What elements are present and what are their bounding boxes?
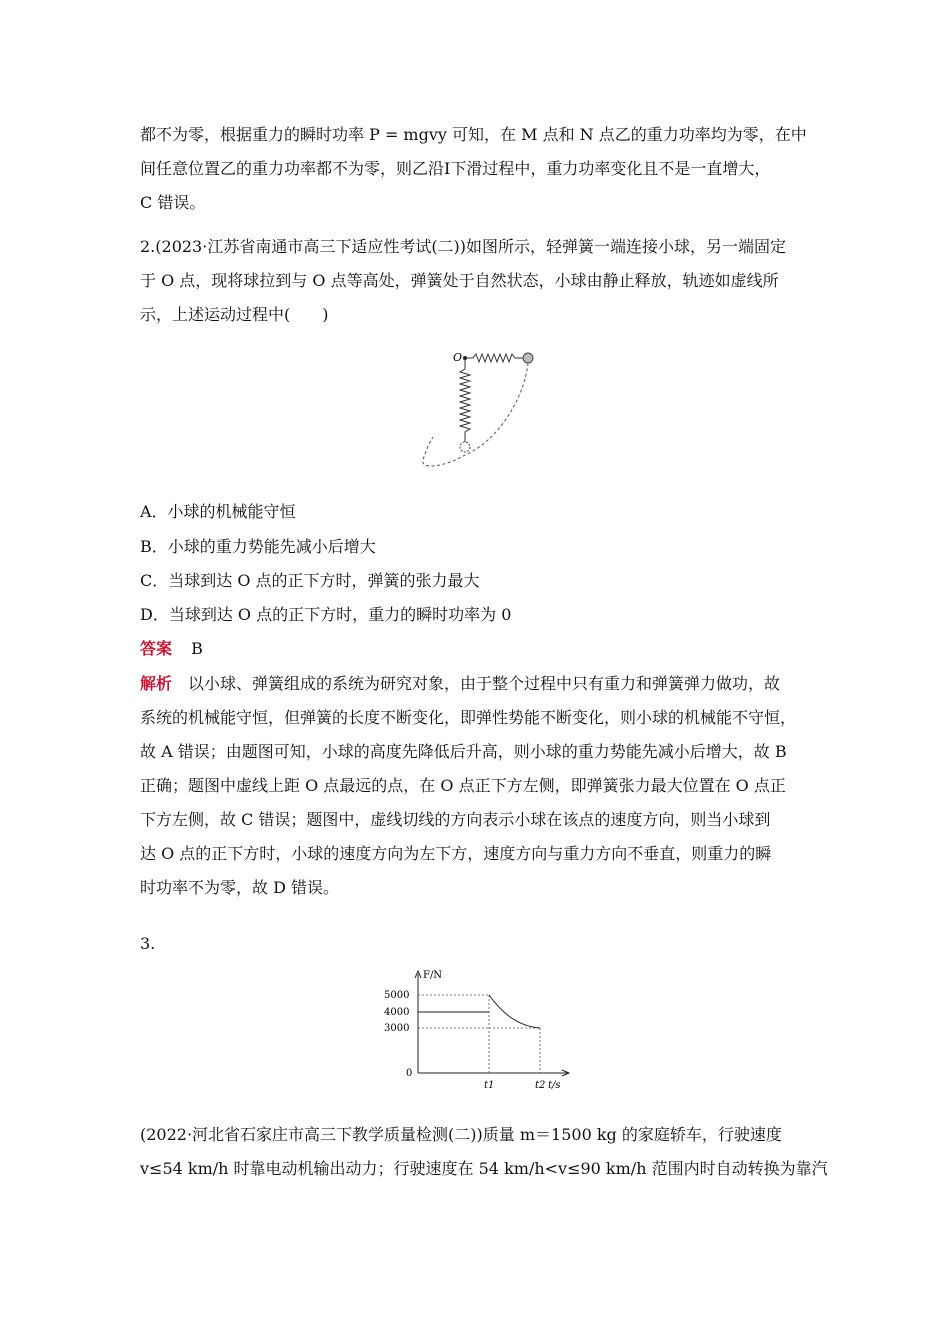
analysis-text bbox=[140, 667, 812, 905]
option-c: C．当球到达 O 点的正下方时，弹簧的张力最大 bbox=[140, 571, 480, 590]
y-tick-0: 0 bbox=[406, 1068, 413, 1079]
previous-solution-text bbox=[140, 118, 812, 220]
trajectory-dashed bbox=[423, 363, 528, 466]
horizontal-spring bbox=[467, 354, 523, 362]
text-line: 示，上述运动过程中( ) bbox=[140, 305, 329, 324]
x-axis-label: t/s bbox=[548, 1080, 561, 1090]
text-line: 都不为零，根据重力的瞬时功率 P = mgvy 可知，在 M 点和 N 点乙的重力功率均为零，在中 bbox=[140, 125, 807, 144]
text-line: C 错误。 bbox=[140, 193, 206, 212]
text-line: 系统的机械能守恒，但弹簧的长度不断变化，即弹性势能不断变化，则小球的机械能不守恒， bbox=[140, 708, 797, 727]
spring-ball-figure bbox=[415, 345, 555, 475]
x-tick-t1: t1 bbox=[484, 1080, 495, 1090]
point-o-label: O bbox=[453, 351, 463, 364]
y-axis-label: F/N bbox=[423, 970, 443, 981]
analysis-first-line: 以小球、弹簧组成的系统为研究对象，由于整个过程中只有重力和弹簧弹力做功，故 bbox=[188, 674, 781, 693]
option-a: A．小球的机械能守恒 bbox=[140, 502, 296, 521]
analysis-label: 解析 bbox=[140, 674, 173, 693]
text-line: (2022·河北省石家庄市高三下教学质量检测(二))质量 m＝1500 kg 的家庭轿车，行驶速度 bbox=[140, 1125, 782, 1144]
x-tick-t2: t2 bbox=[535, 1080, 546, 1090]
option-d: D．当球到达 O 点的正下方时，重力的瞬时功率为 0 bbox=[140, 605, 512, 624]
force-time-graph bbox=[380, 968, 580, 1090]
question-3-stem bbox=[140, 1118, 828, 1186]
answer-row bbox=[140, 637, 203, 661]
decreasing-force-curve bbox=[489, 995, 540, 1028]
text-line: 于 O 点，现将球拉到与 O 点等高处，弹簧处于自然状态，小球由静止释放，轨迹如虚线所 bbox=[140, 271, 779, 290]
question-2-stem bbox=[140, 230, 812, 332]
text-line: 正确；题图中虚线上距 O 点最远的点，在 O 点正下方左侧，即弹簧张力最大位置在 O 点正 bbox=[140, 776, 786, 795]
question-3-number: 3. bbox=[140, 934, 156, 953]
text-line: v≤54 km/h 时靠电动机输出动力；行驶速度在 54 km/h<v≤90 km/h 范围内时自动转换为靠汽 bbox=[140, 1159, 828, 1178]
text-line: 故 A 错误；由题图可知，小球的高度先降低后升高，则小球的重力势能先减小后增大，故 B bbox=[140, 742, 787, 761]
option-b: B．小球的重力势能先减小后增大 bbox=[140, 537, 376, 556]
y-tick-3000: 3000 bbox=[384, 1023, 410, 1034]
text-line: 时功率不为零，故 D 错误。 bbox=[140, 878, 340, 897]
text-line bbox=[140, 667, 812, 701]
answer-value: B bbox=[191, 639, 203, 658]
y-tick-5000: 5000 bbox=[384, 990, 410, 1001]
ball-start bbox=[523, 353, 533, 363]
ball-lowest bbox=[460, 442, 470, 452]
text-line: 下方左侧，故 C 错误；题图中，虚线切线的方向表示小球在该点的速度方向，则当小球到 bbox=[140, 810, 771, 829]
y-tick-4000: 4000 bbox=[384, 1007, 410, 1018]
vertical-spring bbox=[460, 360, 470, 442]
pivot-point bbox=[463, 356, 467, 360]
text-line: 达 O 点的正下方时，小球的速度方向为左下方，速度方向与重力方向不垂直，则重力的瞬 bbox=[140, 844, 772, 863]
text-line: 间任意位置乙的重力功率都不为零，则乙沿Ⅰ下滑过程中，重力功率变化且不是一直增大， bbox=[140, 159, 771, 178]
answer-label: 答案 bbox=[140, 639, 173, 658]
text-line: 2.(2023·江苏省南通市高三下适应性考试(二))如图所示，轻弹簧一端连接小球，另一端固定 bbox=[140, 237, 787, 256]
